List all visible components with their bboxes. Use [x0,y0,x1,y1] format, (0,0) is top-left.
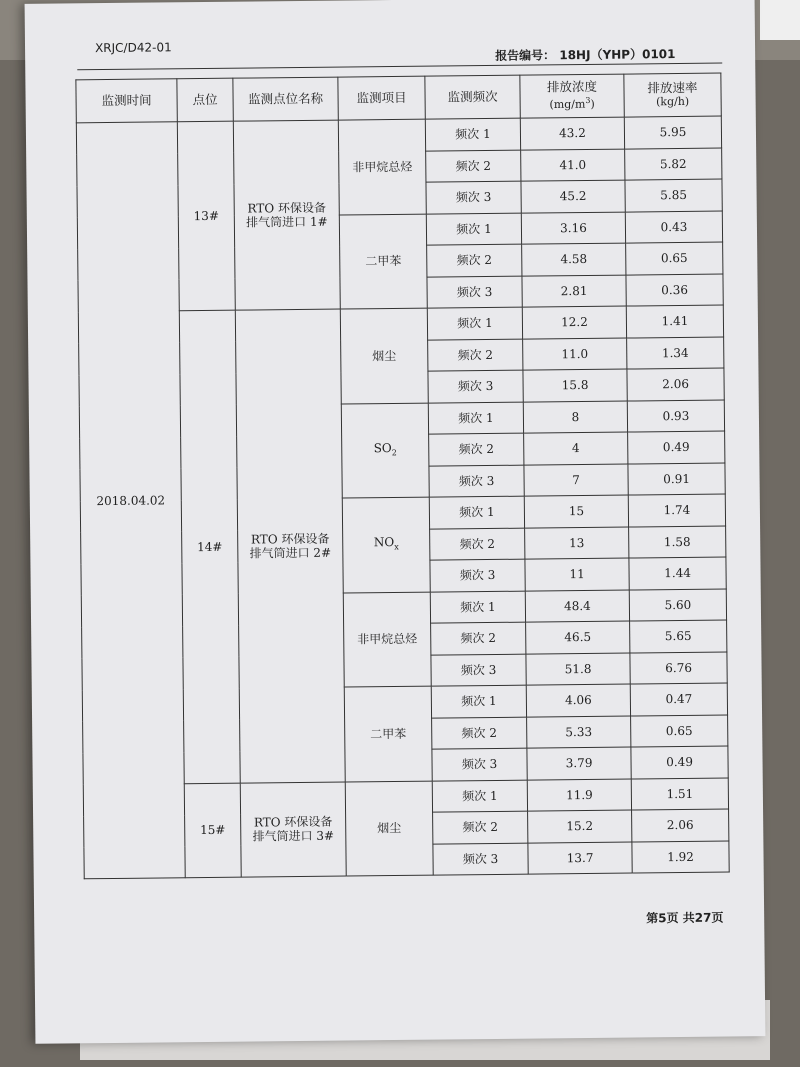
rate-value: 0.65 [631,715,728,748]
concentration-value: 15.8 [523,369,627,402]
rate-value: 5.95 [624,116,721,149]
monitoring-item [344,686,432,781]
background-paper-corner [760,0,800,40]
frequency: 频次 1 [427,307,522,339]
rate-value: 2.06 [632,809,729,842]
table-header-row [76,73,721,123]
concentration-value: 15.2 [528,810,632,843]
frequency: 频次 2 [431,622,526,654]
frequency: 频次 2 [433,811,528,843]
concentration-value: 15 [524,495,628,528]
item-name: SO [373,440,392,455]
item-name: 烟尘 [372,348,397,363]
report-number: 报告编号： 18HJ（YHP）0101 [495,47,676,63]
item-name: NO [373,535,395,550]
rate-value: 5.82 [625,148,722,181]
item-name-subscript: 2 [391,447,397,457]
frequency: 频次 2 [426,150,521,182]
rate-value: 6.76 [630,652,727,685]
frequency: 频次 3 [432,748,527,780]
rate-value: 1.58 [629,526,726,559]
concentration-value: 41.0 [521,149,625,182]
rate-value: 0.91 [628,463,725,496]
rate-value: 1.51 [631,778,728,811]
col-header-point: 点位 [177,78,233,122]
frequency: 频次 1 [426,213,521,245]
frequency: 频次 1 [430,591,525,623]
frequency: 频次 2 [428,339,523,371]
rate-value: 1.74 [628,494,725,527]
point-name: RTO 环保设备排气筒进口 1# [233,120,340,310]
monitoring-table [75,73,729,880]
rate-value: 1.44 [629,557,726,590]
frequency: 频次 2 [430,528,525,560]
point-id: 15# [184,783,241,878]
rate-value: 0.93 [627,400,724,433]
rate-value: 0.43 [625,211,722,244]
frequency: 频次 3 [433,843,528,875]
page-number: 第5页 共27页 [646,910,724,926]
monitoring-item [339,214,427,309]
point-id: 14# [179,310,240,783]
item-name: 二甲苯 [365,254,402,269]
concentration-value: 46.5 [526,621,630,654]
rate-value: 0.49 [631,746,728,779]
concentration-value: 12.2 [522,306,626,339]
col-header-freq: 监测频次 [425,75,520,119]
concentration-value: 48.4 [525,590,629,623]
header-rule [77,63,722,71]
table-body [76,116,729,879]
concentration-value: 45.2 [521,180,625,213]
concentration-value: 3.16 [521,212,625,245]
rate-title: 排放速率 [647,79,698,96]
rate-value: 0.49 [628,431,725,464]
frequency: 频次 1 [432,780,527,812]
frequency: 频次 3 [429,465,524,497]
frequency: 频次 3 [430,559,525,591]
col-header-point-name: 监测点位名称 [233,77,338,121]
col-header-rate [624,73,721,117]
concentration-value: 51.8 [526,653,630,686]
rate-value: 1.34 [627,337,724,370]
item-name-subscript: x [394,542,399,552]
frequency: 频次 3 [426,181,521,213]
point-name: RTO 环保设备排气筒进口 2# [235,309,345,783]
document-page [25,0,766,1044]
rate-value: 5.65 [630,620,727,653]
frequency: 频次 3 [427,276,522,308]
concentration-value: 11 [525,558,629,591]
frequency: 频次 2 [429,433,524,465]
concentration-value: 4.06 [526,684,630,717]
point-name: RTO 环保设备排气筒进口 3# [240,782,346,878]
concentration-value: 4.58 [522,243,626,276]
item-name: 非甲烷总烃 [352,159,413,175]
concentration-value: 13.7 [528,842,632,875]
frequency: 频次 2 [432,717,527,749]
monitoring-item [345,781,433,876]
concentration-value: 4 [524,432,628,465]
concentration-value: 8 [523,401,627,434]
col-header-item: 监测项目 [338,76,425,120]
conc-unit [523,94,622,113]
conc-title: 排放浓度 [546,79,598,95]
monitoring-item [342,497,430,592]
frequency: 频次 3 [431,654,526,686]
concentration-value: 3.79 [527,747,631,780]
rate-value: 0.36 [626,274,723,307]
frequency: 频次 1 [431,685,526,717]
concentration-value: 11.0 [523,338,627,371]
monitoring-item [341,403,429,498]
frequency: 频次 3 [428,370,523,402]
rate-value: 5.85 [625,179,722,212]
rate-value: 2.06 [627,368,724,401]
conc-unit-post: ) [590,97,595,111]
monitoring-item [343,592,431,687]
rate-value: 0.47 [630,683,727,716]
concentration-value: 13 [525,527,629,560]
conc-unit-sup: 3 [585,96,591,106]
frequency: 频次 2 [427,244,522,276]
rate-value: 0.65 [626,242,723,275]
concentration-value: 2.81 [522,275,626,308]
col-header-concentration [520,74,624,118]
frequency: 频次 1 [429,496,524,528]
rate-value: 1.92 [632,841,729,874]
item-name: 二甲苯 [370,726,407,742]
concentration-value: 7 [524,464,628,497]
conc-unit-pre: (mg/m [549,97,586,112]
item-name: 非甲烷总烃 [357,632,418,647]
frequency: 频次 1 [428,402,523,434]
col-header-time: 监测时间 [76,79,177,123]
rate-value: 5.60 [629,589,726,622]
monitoring-item [338,119,426,214]
rate-unit: (kg/h) [656,94,690,109]
concentration-value: 11.9 [527,779,631,812]
concentration-value: 5.33 [527,716,631,749]
frequency: 频次 1 [425,118,520,150]
item-name: 烟尘 [377,821,402,836]
concentration-value: 43.2 [520,117,624,150]
rate-value: 1.41 [626,305,723,338]
doc-code: XRJC/D42-01 [94,40,172,56]
monitoring-item [340,308,428,403]
point-id: 13# [177,121,235,311]
monitoring-date: 2018.04.02 [76,122,185,879]
